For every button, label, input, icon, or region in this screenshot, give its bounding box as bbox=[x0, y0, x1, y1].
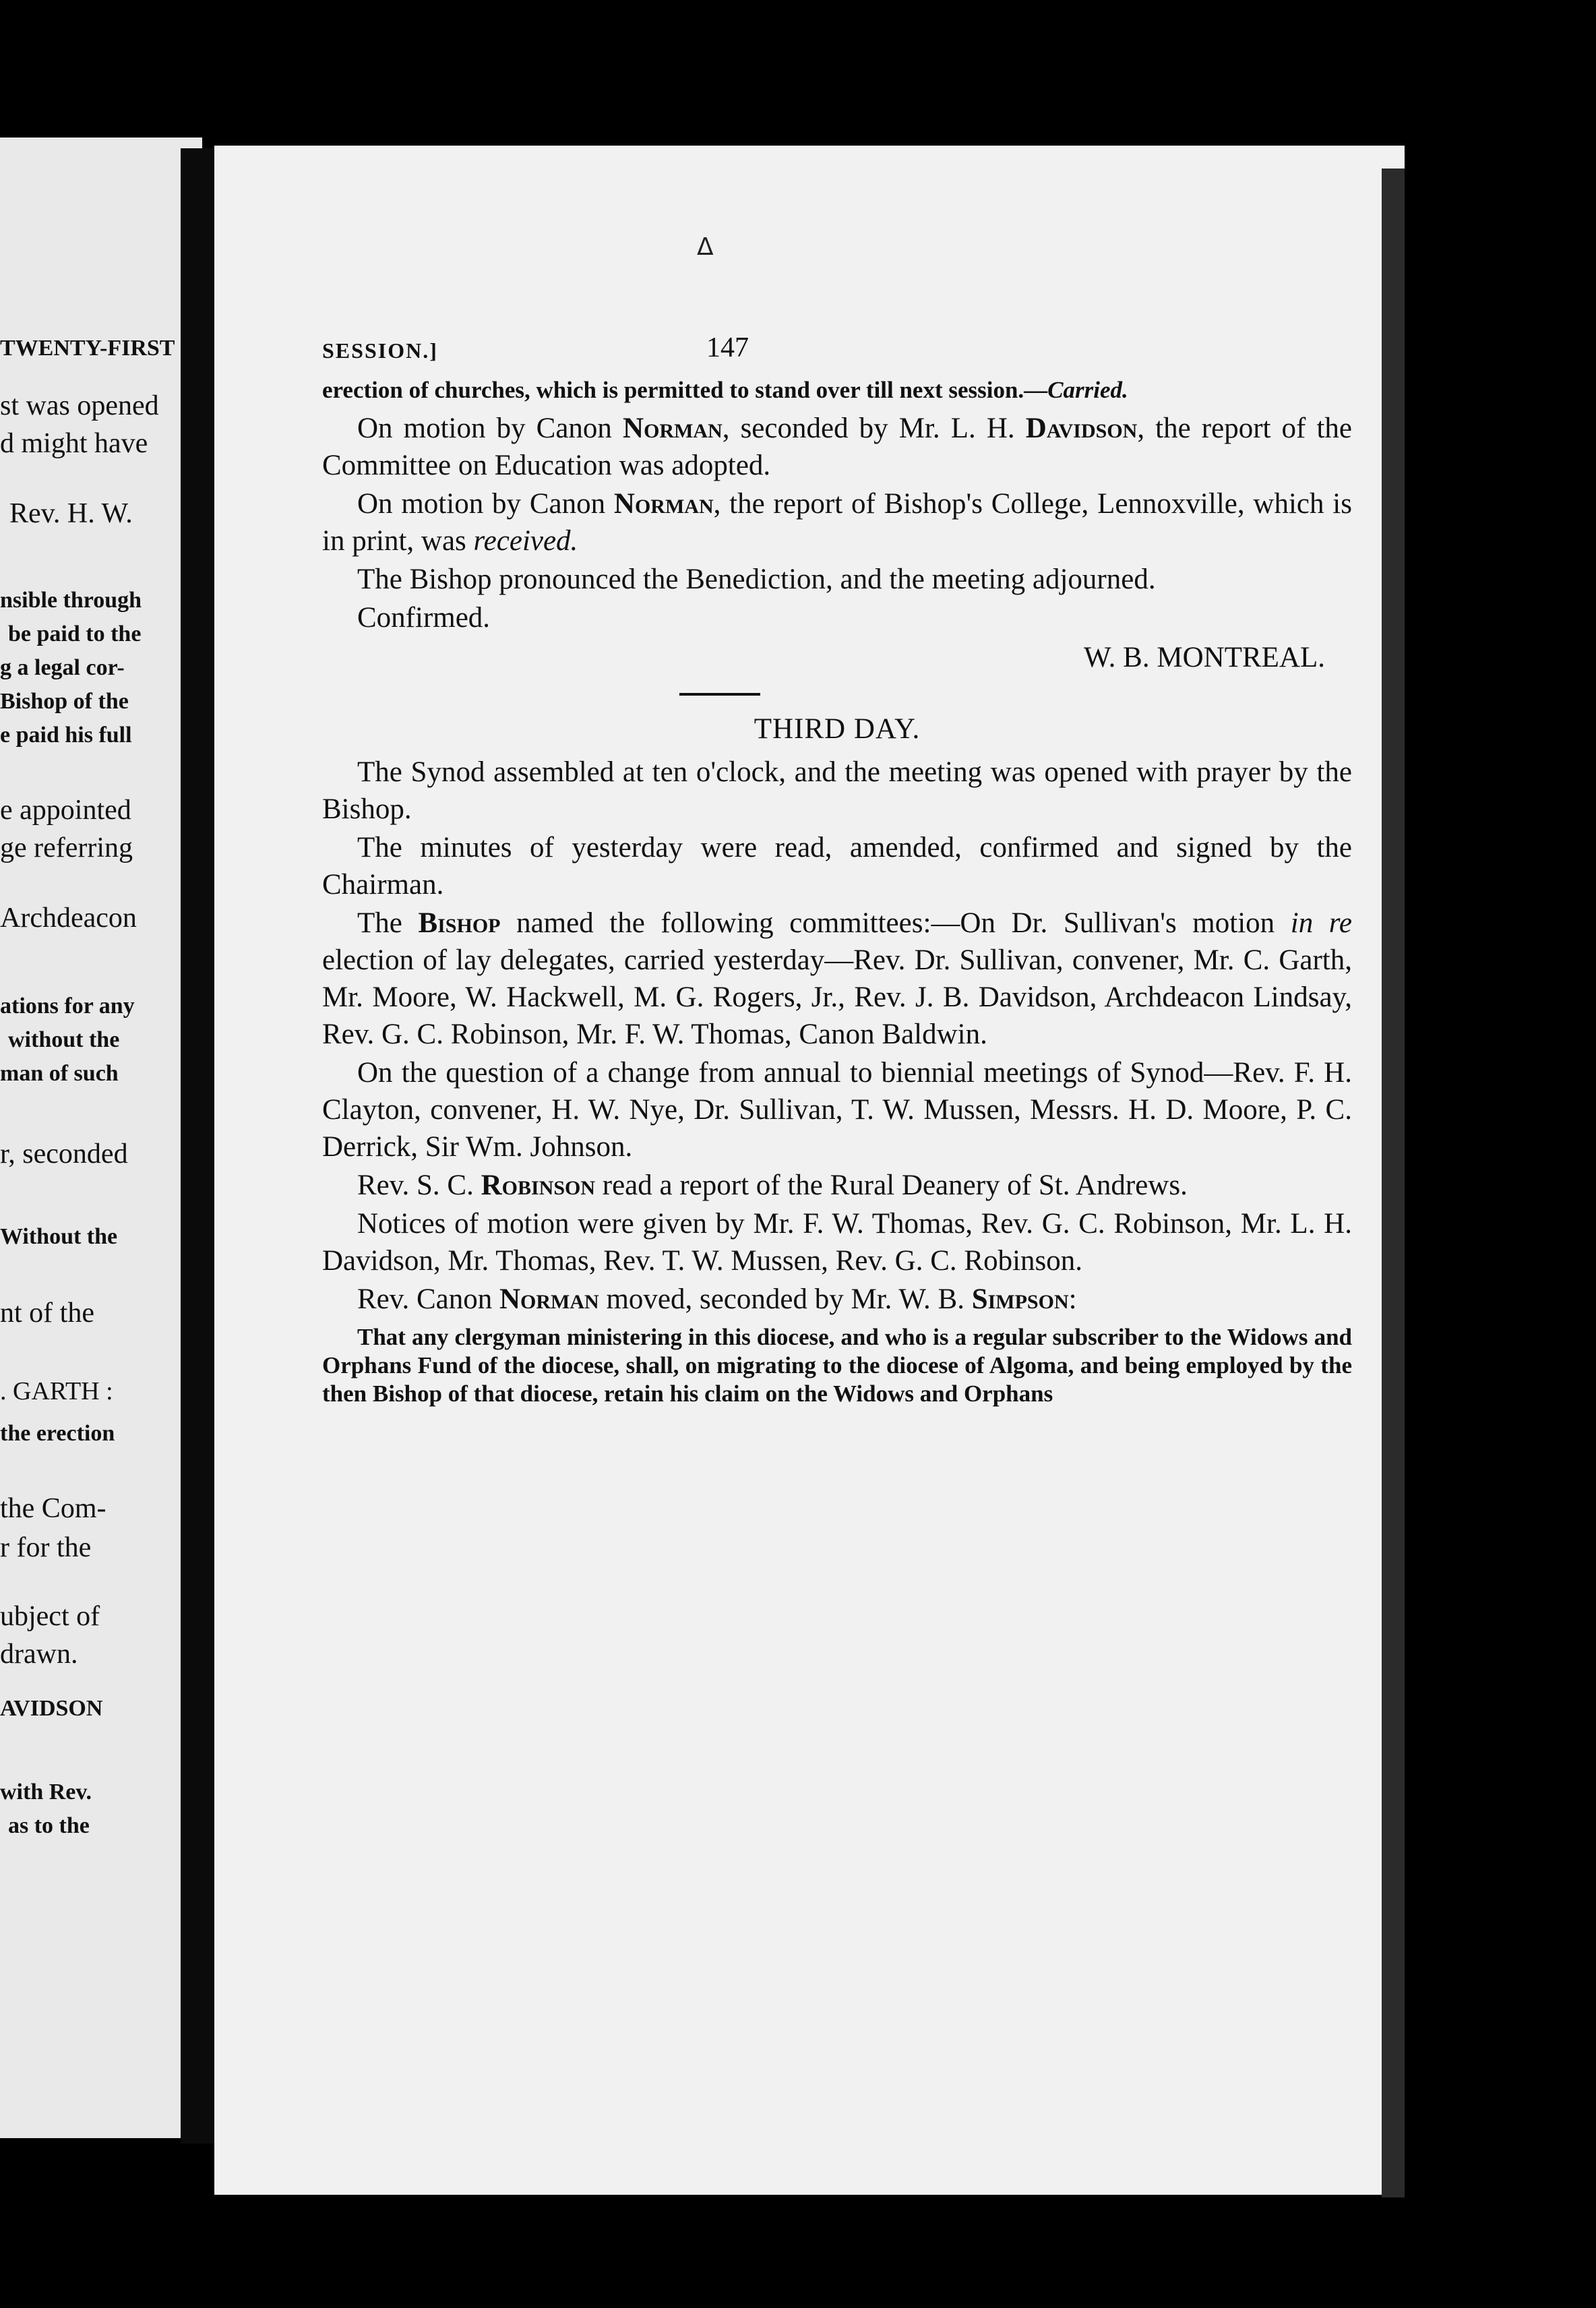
facing-line: ations for any bbox=[0, 994, 135, 1019]
facing-line: drawn. bbox=[0, 1639, 78, 1670]
section-heading: THIRD DAY. bbox=[754, 713, 921, 745]
facing-line: man of such bbox=[0, 1061, 119, 1086]
page-header bbox=[322, 332, 1352, 372]
facing-page bbox=[0, 138, 202, 2138]
printer-mark: ᐃ bbox=[697, 233, 714, 261]
paragraph: The minutes of yesterday were read, amended, confirmed and signed by the Chairman. bbox=[322, 832, 1352, 901]
paragraph: Rev. Canon Norman moved, seconded by Mr. W. B. Simpson: bbox=[357, 1283, 1077, 1315]
facing-line: without the bbox=[8, 1027, 120, 1052]
facing-line: Without the bbox=[0, 1224, 118, 1249]
facing-line: r, seconded bbox=[0, 1138, 128, 1170]
facing-line: nt of the bbox=[0, 1298, 94, 1329]
signature: W. B. MONTREAL. bbox=[1084, 642, 1325, 673]
facing-line: d might have bbox=[0, 428, 148, 459]
paragraph: On the question of a change from annual to biennial meetings of Synod—Rev. F. H. Clayton, convener, H. W. Nye, Dr. Sullivan, T. W. Mussen, Messrs. H. D. Moore, P. C. Derrick, Sir Wm. Johnson. bbox=[322, 1057, 1352, 1163]
facing-line: nsible through bbox=[0, 588, 142, 613]
facing-line: the Com- bbox=[0, 1493, 106, 1524]
facing-line: Rev. H. W. bbox=[9, 498, 133, 529]
paragraph: Notices of motion were given by Mr. F. W. Thomas, Rev. G. C. Robinson, Mr. L. H. Davidson, Mr. Thomas, Rev. T. W. Mussen, Rev. G. C. Robinson. bbox=[322, 1208, 1352, 1277]
facing-line: . GARTH : bbox=[0, 1377, 113, 1405]
paragraph: Rev. S. C. Robinson read a report of the Rural Deanery of St. Andrews. bbox=[357, 1170, 1188, 1201]
page bbox=[214, 146, 1405, 2195]
facing-line: ubject of bbox=[0, 1601, 100, 1632]
paragraph: The Synod assembled at ten o'clock, and the meeting was opened with prayer by the Bishop. bbox=[322, 756, 1352, 825]
facing-line: ge referring bbox=[0, 832, 133, 863]
page-edge-shadow bbox=[1382, 169, 1405, 2197]
paragraph: The Bishop pronounced the Benediction, and the meeting adjourned. bbox=[357, 564, 1156, 595]
paragraph: The Bishop named the following committees:—On Dr. Sullivan's motion in re election of lay delegates, carried yesterday—Rev. Dr. Sullivan, convener, Mr. C. Garth, Mr. Moore, W. Hackwell, M. G. Rogers, Jr., Rev. J. B. Davidson, Archdeacon Lindsay, Rev. G. C. Robinson, Mr. F. W. Thomas, Canon Baldwin. bbox=[322, 907, 1353, 1050]
facing-line: be paid to the bbox=[8, 621, 142, 646]
facing-line: as to the bbox=[8, 1813, 90, 1838]
paragraph: erection of churches, which is permitted to stand over till next session.—Carried. bbox=[322, 377, 1128, 403]
facing-line: Archdeacon bbox=[0, 903, 137, 934]
facing-line: the erection bbox=[0, 1421, 115, 1446]
page-number: 147 bbox=[706, 332, 749, 363]
paragraph: On motion by Canon Norman, the report of Bishop's College, Lennoxville, which is in print, was received. bbox=[322, 488, 1352, 557]
facing-line: with Rev. bbox=[0, 1780, 92, 1804]
resolution-text: That any clergyman ministering in this diocese, and who is a regular subscriber to the Widows and Orphans Fund of the diocese, shall, on migrating to the diocese of Algoma, and being employed by the then Bishop of that diocese, retain his claim on the Widows and Orphans bbox=[322, 1324, 1352, 1407]
facing-line: g a legal cor- bbox=[0, 655, 125, 680]
paragraph: Confirmed. bbox=[357, 602, 491, 634]
facing-line: Bishop of the bbox=[0, 689, 129, 714]
page-content bbox=[322, 332, 1352, 1409]
facing-line: st was opened bbox=[0, 390, 159, 421]
facing-line: e appointed bbox=[0, 795, 131, 826]
facing-running-head: TWENTY-FIRST bbox=[0, 336, 175, 361]
section-rule bbox=[679, 693, 760, 696]
book-spine bbox=[181, 148, 214, 2144]
paragraph: On motion by Canon Norman, seconded by Mr. L. H. Davidson, the report of the Committee on Education was adopted. bbox=[322, 413, 1352, 481]
facing-line: r for the bbox=[0, 1532, 92, 1563]
running-head: SESSION.] bbox=[322, 338, 438, 363]
facing-line: e paid his full bbox=[0, 723, 132, 748]
facing-line: AVIDSON bbox=[0, 1696, 103, 1721]
